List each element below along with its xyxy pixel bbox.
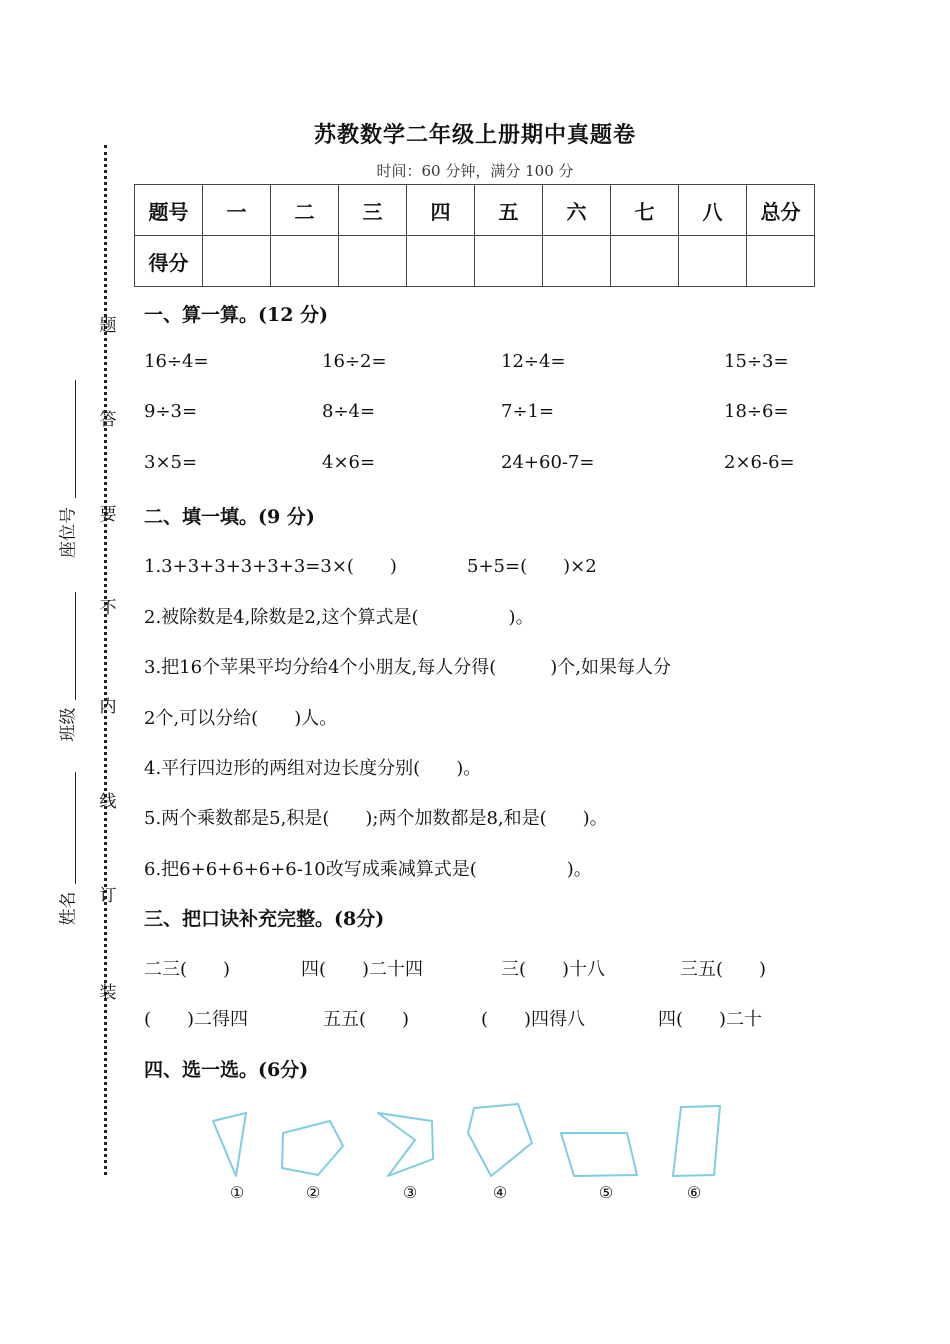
seat-number-label: 座位号 bbox=[58, 507, 79, 558]
question-1a: 1.3+3+3+3+3+3=3×( ) bbox=[144, 556, 397, 577]
binding-char: 内 bbox=[99, 697, 117, 717]
calc-item: 12÷4= bbox=[501, 351, 566, 372]
shape-label: ③ bbox=[402, 1183, 418, 1202]
shape-label: ② bbox=[305, 1183, 321, 1202]
header-cell: 总分 bbox=[747, 185, 815, 236]
rhyme-item: 五五( ) bbox=[323, 1009, 410, 1030]
binding-char: 要 bbox=[99, 505, 117, 525]
shape-label: ④ bbox=[492, 1183, 508, 1202]
page-title: 苏教数学二年级上册期中真题卷 bbox=[313, 122, 636, 148]
calc-item: 2×6-6= bbox=[724, 452, 795, 473]
question-1b: 5+5=( )×2 bbox=[467, 556, 597, 577]
question-3b: 2个,可以分给( )人。 bbox=[144, 708, 338, 729]
rhyme-item: 三( )十八 bbox=[501, 959, 606, 980]
rhyme-item: ( )四得八 bbox=[481, 1009, 586, 1030]
calc-item: 18÷6= bbox=[724, 401, 789, 422]
shape-label: ⑤ bbox=[598, 1183, 614, 1202]
binding-char: 题 bbox=[99, 316, 117, 336]
shape-4-pentagon bbox=[468, 1104, 532, 1176]
shape-label: ① bbox=[229, 1183, 245, 1202]
class-label: 班级 bbox=[58, 707, 79, 742]
page-subtitle: 时间：60 分钟，满分 100 分 bbox=[376, 162, 574, 180]
binding-char: 答 bbox=[99, 410, 117, 430]
rhyme-item: 二三( ) bbox=[144, 959, 231, 980]
name-label: 姓名 bbox=[58, 891, 79, 926]
calc-item: 9÷3= bbox=[144, 401, 198, 422]
header-cell: 题号 bbox=[135, 185, 203, 236]
binding-char: 装 bbox=[99, 983, 117, 1003]
binding-char: 线 bbox=[99, 792, 117, 812]
section3-heading: 三、把口诀补充完整。(8分) bbox=[144, 908, 385, 930]
header-cell: 三 bbox=[339, 185, 407, 236]
question-5: 5.两个乘数都是5,积是( );两个加数都是8,和是( )。 bbox=[144, 808, 608, 829]
rhyme-item: 三五( ) bbox=[680, 959, 767, 980]
shape-3-concave bbox=[378, 1113, 433, 1176]
rhyme-item: 四( )二十四 bbox=[301, 959, 424, 980]
header-cell: 七 bbox=[611, 185, 679, 236]
header-cell: 六 bbox=[543, 185, 611, 236]
rhyme-item: 四( )二十 bbox=[658, 1009, 763, 1030]
score-row-label: 得分 bbox=[135, 236, 203, 287]
calc-item: 4×6= bbox=[322, 452, 376, 473]
calc-item: 15÷3= bbox=[724, 351, 789, 372]
header-cell: 二 bbox=[271, 185, 339, 236]
rhyme-item: ( )二得四 bbox=[144, 1009, 249, 1030]
question-6: 6.把6+6+6+6+6-10改写成乘减算式是( )。 bbox=[144, 859, 592, 880]
calc-item: 8÷4= bbox=[322, 401, 376, 422]
binding-char: 订 bbox=[99, 886, 117, 906]
shape-label: ⑥ bbox=[686, 1183, 702, 1202]
calc-item: 16÷4= bbox=[144, 351, 209, 372]
section4-heading: 四、选一选。(6分) bbox=[144, 1059, 309, 1081]
shape-1-triangle bbox=[213, 1113, 246, 1176]
shape-2-pentagon bbox=[282, 1121, 343, 1175]
calc-item: 3×5= bbox=[144, 452, 198, 473]
header-cell: 一 bbox=[203, 185, 271, 236]
calc-item: 24+60-7= bbox=[501, 452, 595, 473]
binding-char: 不 bbox=[99, 598, 117, 618]
question-3a: 3.把16个苹果平均分给4个小朋友,每人分得( )个,如果每人分 bbox=[144, 657, 672, 678]
section2-heading: 二、填一填。(9 分) bbox=[144, 506, 315, 528]
question-2: 2.被除数是4,除数是2,这个算式是( )。 bbox=[144, 607, 534, 628]
section1-heading: 一、算一算。(12 分) bbox=[144, 304, 329, 326]
header-cell: 五 bbox=[475, 185, 543, 236]
calc-item: 16÷2= bbox=[322, 351, 387, 372]
shape-6-trapezoid bbox=[673, 1106, 720, 1176]
header-cell: 四 bbox=[407, 185, 475, 236]
header-cell: 八 bbox=[679, 185, 747, 236]
question-4: 4.平行四边形的两组对边长度分别( )。 bbox=[144, 758, 482, 779]
shape-5-parallelogram bbox=[561, 1133, 637, 1176]
calc-item: 7÷1= bbox=[501, 401, 555, 422]
